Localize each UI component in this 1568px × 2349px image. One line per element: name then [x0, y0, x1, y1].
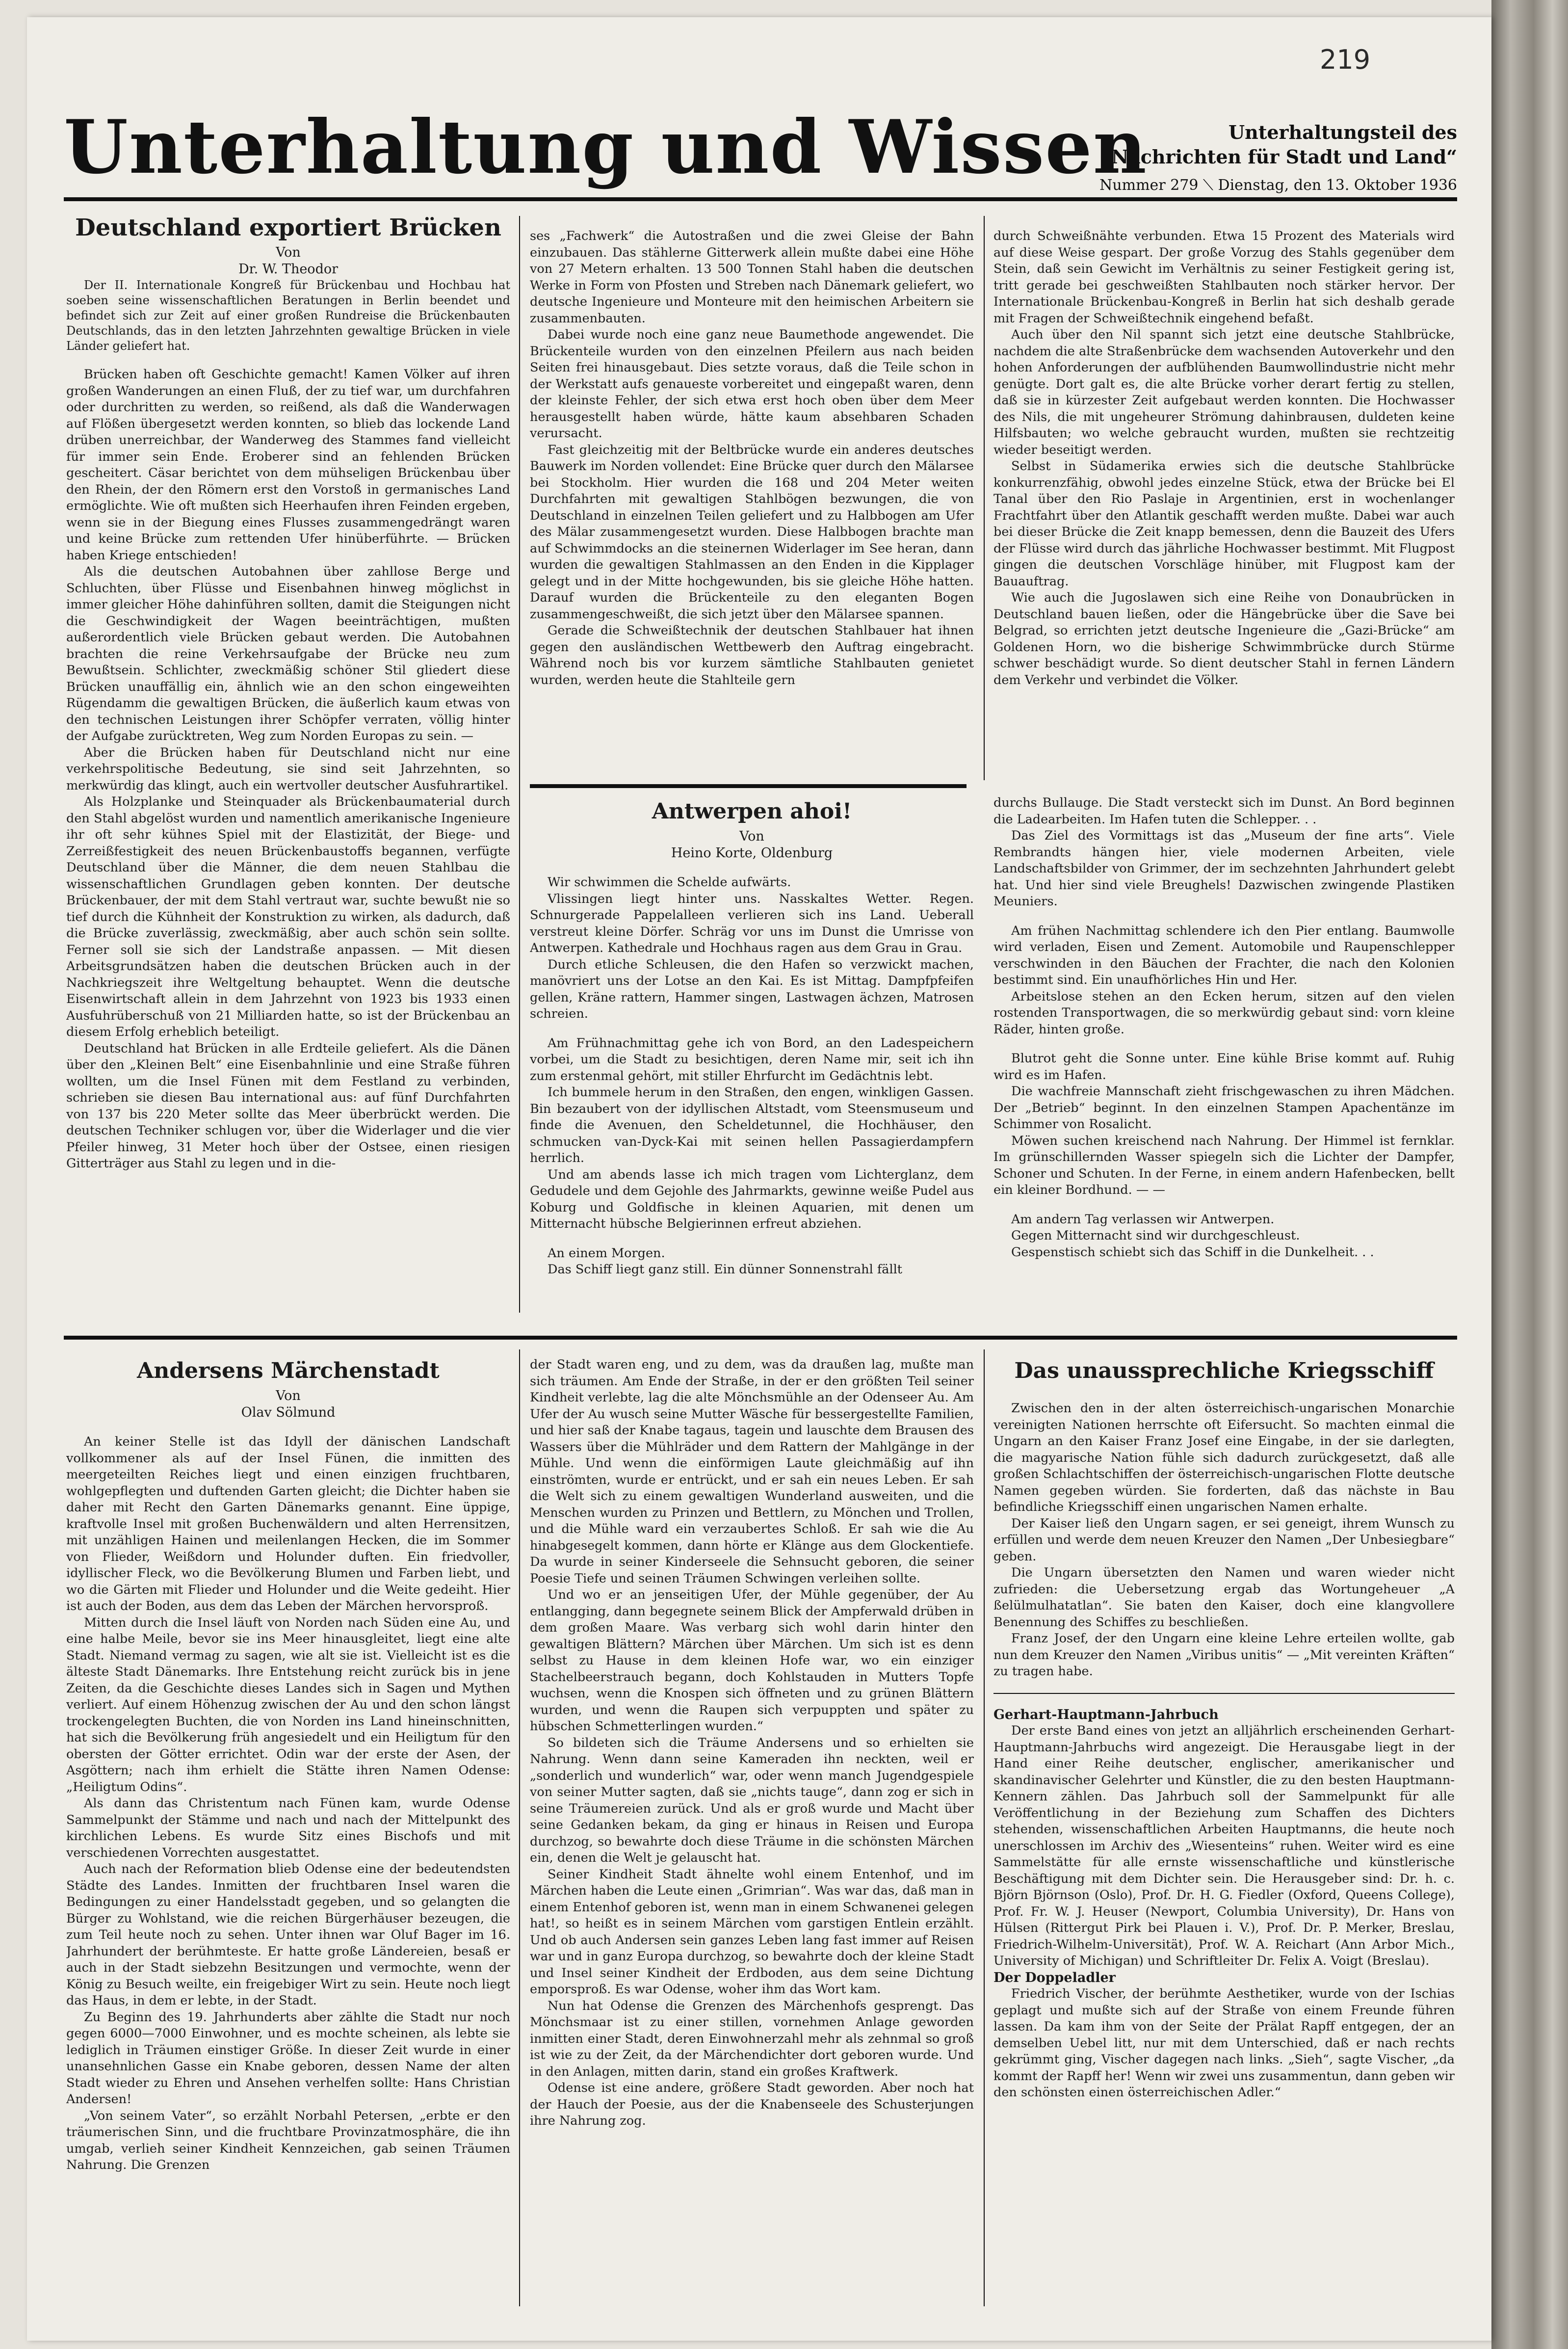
antwerpen-paragraph: An einem Morgen. [548, 1245, 665, 1261]
antwerpen-paragraph: Am andern Tag verlassen wir Antwerpen. [1011, 1212, 1275, 1227]
bruecken-paragraph: Auch über den Nil spannt sich jetzt eine deutsche Stahlbrücke, nachdem die alte Straßenbrücke dem wachsenden Autoverkehr und den hohen Anforderungen der aufblühenden Baumwollindustrie nicht mehr genügte. Dort galt es, die alte Brücke vorher derart fertig zu stellen, daß sie in kürzester Zeit aufgebaut werden konnten. Die Hochwasser des Nils, die mit ungeheurer Strömung dahinbrausen, duldeten keine Hilfsbauten; wo welche gebraucht wurden, mußten sie rechtzeitig wieder beseitigt werden. [993, 327, 1455, 457]
bruecken-column-1 [66, 211, 510, 1318]
masthead-supplement-line1: Unterhaltungsteil des [1228, 121, 1457, 143]
antwerpen-paragraph: Am Frühnachmittag gehe ich von Bord, an den Ladespeichern vorbei, um die Stadt zu besichtigen, deren Name mir, seit ich ihn zum erstenmal gehört, mit stiller Ehrfurcht im Gedächtnis lebt. [530, 1035, 974, 1083]
andersen-paragraph: Zu Beginn des 19. Jahrhunderts aber zählte die Stadt nur noch gegen 6000—7000 Einwohner, und es mochte scheinen, als lebte sie lediglich in Träumen einstiger Größe. In dieser Zeit wurde in einer unansehnlichen Gasse ein Knabe geboren, dessen Name der alten Stadt wieder zu Ehren und Ansehen verhelfen sollte: Hans Christian Andersen! [66, 2009, 510, 2107]
antwerpen-paragraph: Das Schiff liegt ganz still. Ein dünner Sonnenstrahl fällt [548, 1262, 903, 1277]
antwerpen-column-2 [993, 795, 1455, 1322]
doppeladler-text: Friedrich Vischer, der berühmte Aesthetiker, wurde von der Ischias geplagt und mußte sich auf der Straße von einem Freunde führen lassen. Da kam ihm von der Seite der Prälat Rapff entgegen, der an demselben Uebel litt, nur mit dem Unterschied, daß er nach rechts gekrümmt ging, Vischer dagegen nach links. „Sieh“, sagte Vischer, „da kommt der Rapff her! Wenn wir zwei uns zusammentun, dann geben wir den schönsten einen österreichischen Adler.“ [993, 1986, 1455, 2100]
andersen-paragraph: Odense ist eine andere, größere Stadt geworden. Aber noch hat der Hauch der Poesie, aus der die Knabenseele des Schusterjungen ihre Nahrung zog. [530, 2081, 974, 2128]
kriegsschiff-title: Das unaussprechliche Kriegsschiff [1014, 1358, 1434, 1383]
masthead-supplement-line2: „Nachrichten für Stadt und Land“ [1100, 146, 1457, 168]
antwerpen-paragraph: Gespenstisch schiebt sich das Schiff in die Dunkelheit. . . [1011, 1244, 1374, 1260]
antwerpen-paragraph: Durch etliche Schleusen, die den Hafen so verzwickt machen, manövriert uns der Lotse an den Kai. Es ist Mittag. Dampfpfeifen gellen, Kräne rattern, Hammer singen, Lastwagen ächzen, Matrosen schreien. [530, 957, 974, 1021]
andersen-paragraph: Und wo er an jenseitigen Ufer, der Mühle gegenüber, der Au entlangging, dann begegnete seinem Blick der Ampferwald drüben in dem großen Maare. Was verbarg sich wohl darin hinter den gewaltigen Blättern? Märchen über Märchen. Um sich ist es denn selbst zu Hause in dem kleinen Hofe war, wo ein einziger Stachelbeerstrauch begann, doch Kohlstauden in Mutters Topfe wuchsen, wenn die Knospen sich öffneten und zu grünen Blättern wurden, und wenn die Raupen sich verpuppten und später zu hübschen Schmetterlingen wurden.“ [530, 1587, 974, 1734]
masthead-title: Unterhaltung und Wissen [64, 104, 1148, 190]
antwerpen-paragraph: Die wachfreie Mannschaft zieht frischgewaschen zu ihren Mädchen. Der „Betrieb“ beginnt. In den einzelnen Stampen Apachentänze im Schimmer von Rosalicht. [993, 1084, 1455, 1132]
bruecken-intro: Der II. Internationale Kongreß für Brückenbau und Hochbau hat soeben seine wissenschaftlichen Beratungen in Berlin beendet und befindet sich zur Zeit auf einer großen Rundreise die Brückenbauten Deutschlands, das in den letzten Jahrzehnten gewaltige Brücken in viele Länder geliefert hat. [66, 278, 510, 353]
bruecken-paragraph: Selbst in Südamerika erwies sich die deutsche Stahlbrücke konkurrenzfähig, obwohl jedes einzelne Stück, etwa der Brücke bei El Tanal über den Rio Paslaje in Argentinien, erst in wochenlanger Frachtfahrt über den Atlantik geschafft werden mußte. Dabei war auch bei dieser Brücke die Zeit knapp bemessen, denn die Bauzeit des Ufers der Flüsse wird durch das jährliche Hochwasser bestimmt. Mit Flugpost gingen die deutschen Vorschläge hinüber, mit Flugpost kam der Bauauftrag. [993, 459, 1455, 589]
kriegsschiff-paragraph: Die Ungarn übersetzten den Namen und waren wieder nicht zufrieden: die Uebersetzung ergab das Wortungeheuer „A ßelülmulhatatlan“. Sie baten den Kaiser, doch eine klangvollere Benennung des Schiffes zu beschließen. [993, 1565, 1455, 1630]
bruecken-title: Deutschland exportiert Brücken [75, 214, 501, 241]
andersen-paragraph: „Von seinem Vater“, so erzählt Norbahl Petersen, „erbte er den träumerischen Sinn, und die fruchtbare Provinzatmosphäre, die ihn umgab, verlieh seiner Kindheit Kennzeichen, gab seinen Träumen Nahrung. Die Grenzen [66, 2108, 510, 2172]
bruecken-paragraph: Brücken haben oft Geschichte gemacht! Kamen Völker auf ihren großen Wanderungen an einen Fluß, der zu tief war, um durchfahren oder durchritten zu werden, so reißend, als daß die Wanderwagen auf Flößen übergesetzt werden konnten, so blieb das lockende Land drüben unerreichbar, der Wanderweg des Stammes fand vielleicht für immer sein Ende. Eroberer sind an fehlenden Brücken gescheitert. Cäsar berichtet von dem mühseligen Brückenbau über den Rhein, der den Römern erst den Vorstoß in germanisches Land ermöglichte. Wie oft mußten sich Heerhaufen ihren Feinden ergeben, wenn sie in der Biegung eines Flusses zusammengedrängt waren und keine Brücke zum rettenden Ufer hinüberführte. — Brücken haben Kriege entschieden! [66, 367, 510, 563]
antwerpen-paragraph: Blutrot geht die Sonne unter. Eine kühle Brise kommt auf. Ruhig wird es im Hafen. [993, 1051, 1455, 1082]
andersen-paragraph: Seiner Kindheit Stadt ähnelte wohl einem Entenhof, und im Märchen haben die Leute einen „Grimrian“. Was war das, daß man in einem Entenhof geboren ist, wenn man in einem Schwanenei gelegen hat!, so heißt es in seinem Märchen vom garstigen Entlein erzählt. Und ob auch Andersen sein ganzes Leben lang fast immer auf Reisen war und in ganz Europa durchzog, so bewahrte doch der kleine Stadt und Insel seiner Kindheit der Erdboden, aus dem seine Dichtung emporsproß. Es war Odense, woher ihm das Wort kam. [530, 1867, 974, 1997]
issue-line: Nummer 279 ⟍ Dienstag, den 13. Oktober 1936 [1099, 177, 1457, 194]
hauptmann-text: Der erste Band eines von jetzt an alljährlich erscheinenden Gerhart-Hauptmann-Jahrbuchs wird angezeigt. Die Herausgabe liegt in der Hand einer Reihe deutscher, englischer, amerikanischer und skandinavischer Gelehrter und Künstler, die zu den besten Hauptmann-Kennern zählen. Das Jahrbuch soll der Sammelpunkt für alle Veröffentlichung in der Beziehung zum Schaffen des Dichters stehenden, wissenschaftlichen Arbeiten Hauptmanns, die heute noch unerschlossen im Archiv des „Wiesenteins“ ruhen. Weiter wird es eine Sammelstätte für alle ernste wissenschaftliche und künstlerische Beschäftigung mit dem Dichter sein. Die Herausgeber sind: Dr. h. c. Björn Björnson (Oslo), Prof. Dr. H. G. Fiedler (Oxford, Queens College), Prof. Fr. W. J. Heuser (Newport, Columbia University), Dr. Hans von Hülsen (Rittergut Pirk bei Plauen i. V.), Prof. Dr. P. Merker, Breslau, Friedrich-Wilhelm-Universität), Prof. W. A. Reichart (Ann Arbor Mich., University of Michigan) und Schriftleiter Dr. Felix A. Voigt (Breslau). [993, 1723, 1455, 1968]
antwerpen-paragraph: Und am abends lasse ich mich tragen vom Lichterglanz, dem Gedudele und dem Gejohle des Jahrmarkts, gewinne weiße Pudel aus Koburg und Goldfische in kleinen Aquarien, mit denen um Mitternacht hübsche Belgierinnen erfreut abziehen. [530, 1167, 974, 1231]
book-binding [1491, 0, 1568, 2349]
andersen-column-1 [66, 1354, 510, 2311]
antwerpen-paragraph: Arbeitslose stehen an den Ecken herum, sitzen auf den vielen rostenden Transportwagen, die so merkwürdig gebaut sind: vorn kleine Räder, hinten große. [993, 989, 1455, 1037]
kriegsschiff-paragraph: Zwischen den in der alten österreichisch-ungarischen Monarchie vereinigten Nationen herrschte oft Eifersucht. So machten einmal die Ungarn an den Kaiser Franz Josef eine Eingabe, in der sie darlegten, die magyarische Nation fühle sich dadurch zurückgesetzt, daß alle großen Schlachtschiffen der österreichisch-ungarischen Flotte deutsche Namen gegeben würden. Sie forderten, daß das nächste in Bau befindliche Kriegsschiff einen ungarischen Namen erhalte. [993, 1401, 1455, 1514]
bruecken-paragraph: Deutschland hat Brücken in alle Erdteile geliefert. Als die Dänen über den „Kleinen Belt“ eine Eisenbahnlinie und eine Straße führen wollten, um die Insel Fünen mit dem Festland zu verbinden, schrieben sie diesen Bau international aus: auf fünf Durchfahrten von 137 bis 220 Meter sollte das Meer überbrückt werden. Die deutschen Techniker schlugen vor, über die Widerlager und die vier Pfeiler hinweg, 31 Meter hoch über der Ostsee, einen riesigen Gitterträger aus Stahl zu legen und in die- [66, 1041, 510, 1171]
antwerpen-author: Heino Korte, Oldenburg [671, 845, 833, 861]
article-separator [530, 784, 967, 788]
antwerpen-paragraph: Am frühen Nachmittag schlendere ich den Pier entlang. Baumwolle wird verladen, Eisen und Zement. Automobile und Raupenschlepper verschwinden in den Bäuchen der Frachter, die nach den Kolonien bestimmt sind. Ein unaufhörliches Hin und Her. [993, 923, 1455, 987]
kriegsschiff-paragraph: Franz Josef, der den Ungarn eine kleine Lehre erteilen wollte, gab nun dem Kreuzer den Namen „Viribus unitis“ — „Mit vereinten Kräften“ zu tragen habe. [993, 1631, 1455, 1679]
kriegsschiff-column [993, 1354, 1455, 2311]
antwerpen-title: Antwerpen ahoi! [652, 799, 852, 824]
andersen-von: Von [276, 1388, 301, 1403]
masthead-supplement [1025, 120, 1457, 169]
column-divider [519, 1349, 520, 2306]
article-separator [64, 1336, 1457, 1340]
antwerpen-von: Von [739, 829, 764, 844]
bruecken-paragraph: Als Holzplanke und Steinquader als Brückenbaumaterial durch den Stahl abgelöst wurden und namentlich amerikanische Ingenieure ihr oft sehr kühnes Spiel mit der Elastizität, der Biege- und Zerreißfestigkeit des neuen Brückenbaustoffs begannen, verfügte Deutschland über die Männer, die dem neuen Stahlbau die wissenschaftlichen Grundlagen geben konnten. Der deutsche Brückenbauer, der mit dem Stahl vertraut war, suchte bewußt nie so tief durch die Kühnheit der Konstruktion zu wirken, als dadurch, daß die Brücke zuverlässig, zweckmäßig, aber auch schön sein sollte. Ferner soll sie sich der Landstraße anpassen. — Mit diesen Arbeitsgrundsätzen haben die deutschen Brücken auch in der Nachkriegszeit ihre Weltgeltung behauptet. Wenn die deutsche Eisenwirtschaft allein in dem Jahrzehnt von 1923 bis 1933 einen Ausfuhrüberschuß von 21 Milliarden hatte, so ist der Brückenbau an diesem Erfolg erheblich beteiligt. [66, 794, 510, 1039]
hauptmann-title: Gerhart-Hauptmann-Jahrbuch [993, 1707, 1219, 1722]
antwerpen-paragraph: Möwen suchen kreischend nach Nahrung. Der Himmel ist fernklar. Im grünschillernden Wasser spiegeln sich die Lichter der Dampfer, Schoner und Schuten. In der Ferne, in einem andern Hafenbecken, bellt ein kleiner Bordhund. — — [993, 1133, 1455, 1197]
antwerpen-paragraph: durchs Bullauge. Die Stadt versteckt sich im Dunst. An Bord beginnen die Ladearbeiten. Im Hafen tuten die Schlepper. . . [993, 795, 1455, 827]
andersen-paragraph: Als dann das Christentum nach Fünen kam, wurde Odense Sammelpunkt der Stämme und nach und nach der Mittelpunkt des kirchlichen Lebens. Es wurde Sitz eines Bischofs und mit verschiedenen Vorrechten ausgestattet. [66, 1796, 510, 1860]
antwerpen-paragraph: Wir schwimmen die Schelde aufwärts. [548, 875, 791, 890]
antwerpen-paragraph: Das Ziel des Vormittags ist das „Museum der fine arts“. Viele Rembrandts hängen hier, viele modernen Arbeiten, viele Landschaftsbilder von Grimmer, der im sechzehnten Jahrhundert gelebt hat. Und hier sind viele Breughels! Dazwischen zwingende Plastiken Meuniers. [993, 828, 1455, 909]
andersen-paragraph: An keiner Stelle ist das Idyll der dänischen Landschaft vollkommener als auf der Insel Fünen, die inmitten des meergeteilten Reiches liegt und einen einzigen fruchtbaren, wohlgepflegten und duftenden Garten gleicht; die Dichter haben sie daher mit Recht den Garten Dänemarks genannt. Eine üppige, kraftvolle Insel mit großen Buchenwäldern und alten Herrensitzen, mit unzähligen Hainen und meilenlangen Hecken, die im Sommer von Flieder, Weißdorn und Holunder duften. Ein friedvoller, idyllischer Fleck, wo die Bevölkerung Blumen und Farben liebt, und wo die Gärten mit Flieder und Holunder und die Weite gedeiht. Hier ist auch der Boden, aus dem das Leben der Märchen hervorsproß. [66, 1434, 510, 1613]
bruecken-author: Dr. W. Theodor [238, 262, 339, 277]
masthead-rule [64, 197, 1457, 201]
bruecken-paragraph: Aber die Brücken haben für Deutschland nicht nur eine verkehrspolitische Bedeutung, sie sind seit Jahrzehnten, so merkwürdig das klingt, auch ein wertvoller deutscher Ausfuhrartikel. [66, 745, 510, 793]
kriegsschiff-paragraph: Der Kaiser ließ den Ungarn sagen, er sei geneigt, ihrem Wunsch zu erfüllen und werde dem neuen Kreuzer den Namen „Der Unbesiegbare“ geben. [993, 1516, 1455, 1564]
andersen-paragraph: Mitten durch die Insel läuft von Norden nach Süden eine Au, und eine halbe Meile, bevor sie ins Meer hinausgleitet, liegt eine alte Stadt. Niemand vermag zu sagen, wie alt sie ist. Vielleicht ist es die älteste Stadt Dänemarks. Ihre Entstehung reicht zurück bis in jene Zeiten, da die Geschichte dieses Landes sich in Sagen und Mythen verliert. Auf einem Höhenzug zwischen der Au und den schon längst trockengelegten Buchten, die von Norden ins Land hineinschnitten, hat sich die Bevölkerung früh angesiedelt und ein Heiligtum für den obersten der Götter errichtet. Odin war der erste der Asen, der Asgöttern; nach ihm erhielt die Stätte ihren Namen Odense: „Heiligtum Odins“. [66, 1615, 510, 1795]
bruecken-von: Von [276, 245, 301, 260]
bruecken-paragraph: Dabei wurde noch eine ganz neue Baumethode angewendet. Die Brückenteile wurden von den einzelnen Pfeilern aus nach beiden Seiten frei hinausgebaut. Dies setzte voraus, daß die Teile schon in der Werkstatt aufs genaueste vorbereitet und eingepaßt waren, denn der kleinste Fehler, der sich etwa erst hoch oben über dem Meer herausgestellt haben würde, hätte kaum absehbaren Schaden verursacht. [530, 327, 974, 441]
doppeladler-title: Der Doppeladler [993, 1970, 1116, 1985]
andersen-title: Andersens Märchenstadt [137, 1358, 440, 1383]
bruecken-column-2 [530, 228, 974, 792]
bruecken-paragraph: Gerade die Schweißtechnik der deutschen Stahlbauer hat ihnen gegen den ausländischen Wettbewerb den Auftrag eingebracht. Während noch bis vor kurzem sämtliche Stahlbauten genietet wurden, werden heute die Stahlteile gern [530, 623, 974, 687]
notice-separator [993, 1693, 1455, 1694]
andersen-paragraph: Auch nach der Reformation blieb Odense eine der bedeutendsten Städte des Landes. Inmitten der fruchtbaren Insel waren die Bedingungen zu einer Handelsstadt gegeben, und so gelangten die Bürger zu Wohlstand, wie die reichen Bürgerhäuser bezeugen, die zum Teil heute noch zu sehen. Unter ihnen war Oluf Bager im 16. Jahrhundert der berühmteste. Er hatte große Ländereien, besaß er auch in der Stadt siebzehn Besitzungen und vermochte, wenn der König zu Besuch weilte, ein freigebiger Wirt zu sein. Heute noch liegt das Haus, in dem er lebte, in der Stadt. [66, 1862, 510, 2008]
bruecken-paragraph: ses „Fachwerk“ die Autostraßen und die zwei Gleise der Bahn einzubauen. Das stählerne Gitterwerk allein mußte dabei eine Höhe von 27 Metern erhalten. 13 500 Tonnen Stahl haben die deutschen Werke in Form von Pfosten und Streben nach Dänemark geliefert, wo deutsche Ingenieure und Monteure mit den heimischen Arbeitern sie zusammenbauten. [530, 229, 974, 326]
andersen-author: Olav Sölmund [241, 1405, 336, 1420]
column-divider [984, 216, 985, 780]
antwerpen-paragraph: Vlissingen liegt hinter uns. Nasskaltes Wetter. Regen. Schnurgerade Pappelalleen verlieren sich ins Land. Ueberall verstreut kleine Dörfer. Schräg vor uns im Dunst die Umrisse von Antwerpen. Kathedrale und Hochhaus ragen aus dem Grau in Grau. [530, 891, 974, 955]
bruecken-paragraph: durch Schweißnähte verbunden. Etwa 15 Prozent des Materials wird auf diese Weise gespart. Der große Vorzug des Stahls gegenüber dem Stein, daß sein Gewicht im Verhältnis zu seiner Festigkeit gering ist, tritt gerade bei geschweißten Stahlbauten noch stärker hervor. Der Internationale Brückenbau-Kongreß in Berlin hat sich deshalb gerade mit Fragen der Schweißtechnik eingehend befaßt. [993, 229, 1455, 326]
andersen-paragraph: So bildeten sich die Träume Andersens und so erhielten sie Nahrung. Wenn dann seine Kameraden ihn neckten, weil er „sonderlich und wunderlich“ war, oder wenn manch Jugendgespiele von seiner Mutter sagten, daß sie „nichts tauge“, dann zog er sich in seine Träumereien zurück. Und als er groß wurde und Macht über seine Gedanken bekam, da ging er hinaus in Reisen und Europa durchzog, so bewahrte doch diese Träume in die schönsten Märchen ein, denen die Welt je gelauscht hat. [530, 1735, 974, 1865]
antwerpen-column-1 [530, 795, 974, 1322]
page-number: 219 [1320, 44, 1371, 75]
bruecken-column-3 [993, 228, 1455, 773]
column-divider [519, 216, 520, 1313]
antwerpen-paragraph: Gegen Mitternacht sind wir durchgeschleust. [1011, 1228, 1300, 1243]
bruecken-paragraph: Als die deutschen Autobahnen über zahllose Berge und Schluchten, über Flüsse und Eisenbahnen hinweg möglichst in immer gleicher Höhe dahinführen sollten, damit die Steigungen nicht die Geschwindigkeit der Wagen beeinträchtigen, mußten außerordentlich viele Brücken gebaut werden. Die Autobahnen brachten die reine Verkehrsaufgabe der Brücke neu zum Bewußtsein. Schlichter, zweckmäßig schöner Stil gliedert diese Brücken unauffällig ein, ähnlich wie an den schon eingeweihten Rügendamm die gewaltigen Brücken, die äußerlich kaum etwas von den technischen Leistungen ihrer Schöpfer verraten, völlig hinter der Aufgabe zurücktreten, Weg zum Norden Europas zu sein. — [66, 564, 510, 743]
andersen-paragraph: Nun hat Odense die Grenzen des Märchenhofs gesprengt. Das Mönchsmaar ist zu einer stillen, vornehmen Anlage geworden inmitten einer Stadt, deren Einwohnerzahl mehr als zehnmal so groß ist wie zu der Zeit, da der Märchendichter dort geboren wurde. Und in den Anlagen, mitten darin, stand ein großes Kraftwerk. [530, 1998, 974, 2079]
column-divider [984, 1349, 985, 2306]
andersen-column-2 [530, 1357, 974, 2311]
bruecken-paragraph: Fast gleichzeitig mit der Beltbrücke wurde ein anderes deutsches Bauwerk im Norden vollendet: Eine Brücke quer durch den Mälarsee bei Stockholm. Hier wurden die 168 und 204 Meter weiten Durchfahrten mit gewaltigen Stahlbögen bezwungen, die von Deutschland in einzelnen Teilen geliefert und zu Halbbogen am Ufer des Mälar zusammengesetzt wurden. Diese Halbbogen brachte man auf Schwimmdocks an die steinernen Widerlager im See heran, dann wurden die gewaltigen Stahlmassen an den Enden in die Kipplager gelegt und in der Mitte hochgewunden, bis sie gleiche Höhe hatten. Darauf wurden die Brückenteile zu den eleganten Bogen zusammengeschweißt, die sich jetzt über den Mälarsee spannen. [530, 442, 974, 622]
bruecken-paragraph: Wie auch die Jugoslawen sich eine Reihe von Donaubrücken in Deutschland bauen ließen, oder die Hängebrücke über die Save bei Belgrad, so errichten jetzt deutsche Ingenieure die „Gazi-Brücke“ am Goldenen Horn, wo die bisherige Schwimmbrücke durch Stürme schwer beschädigt wurde. So dient deutscher Stahl in fernen Ländern dem Verkehr und verbindet die Völker. [993, 590, 1455, 687]
antwerpen-paragraph: Ich bummele herum in den Straßen, den engen, winkligen Gassen. Bin bezaubert von der idyllischen Altstadt, vom Steensmuseum und finde die Avenuen, den Scheldetunnel, die Hochhäuser, den schmucken van-Dyck-Kai mit seinen hellen Passagierdampfern herrlich. [530, 1085, 974, 1165]
andersen-paragraph: der Stadt waren eng, und zu dem, was da draußen lag, mußte man sich träumen. Am Ende der Straße, in der er den größten Teil seiner Kindheit verlebte, lag die alte Mönchsmühle an der Odenseer Au. Am Ufer der Au wusch seine Mutter Wäsche für bessergestellte Familien, und hier saß der Knabe tagaus, tagein und lauschte dem Brausen des Wassers über die Mühlräder und dem Rattern der Mahlgänge in der Mühle. Und wenn die einförmigen Laute gleichmäßig auf ihn einströmten, wurde er entrückt, und er sah ein neues Leben. Er sah die Welt sich zu einem gewaltigen Wunderland ausweiten, und die Menschen wurden zu Prinzen und Bettlern, zu Mönchen und Trollen, und die Mühle ward ein verzaubertes Schloß. Er sah wie die Au hinabgesegelt kommen, dann hörte er Klänge aus dem Glockentiefe. Da wurde in seiner Kinderseele die Sehnsucht geboren, die seiner Poesie Tiefe und seinen Träumen Schwingen verleihen sollte. [530, 1357, 974, 1586]
